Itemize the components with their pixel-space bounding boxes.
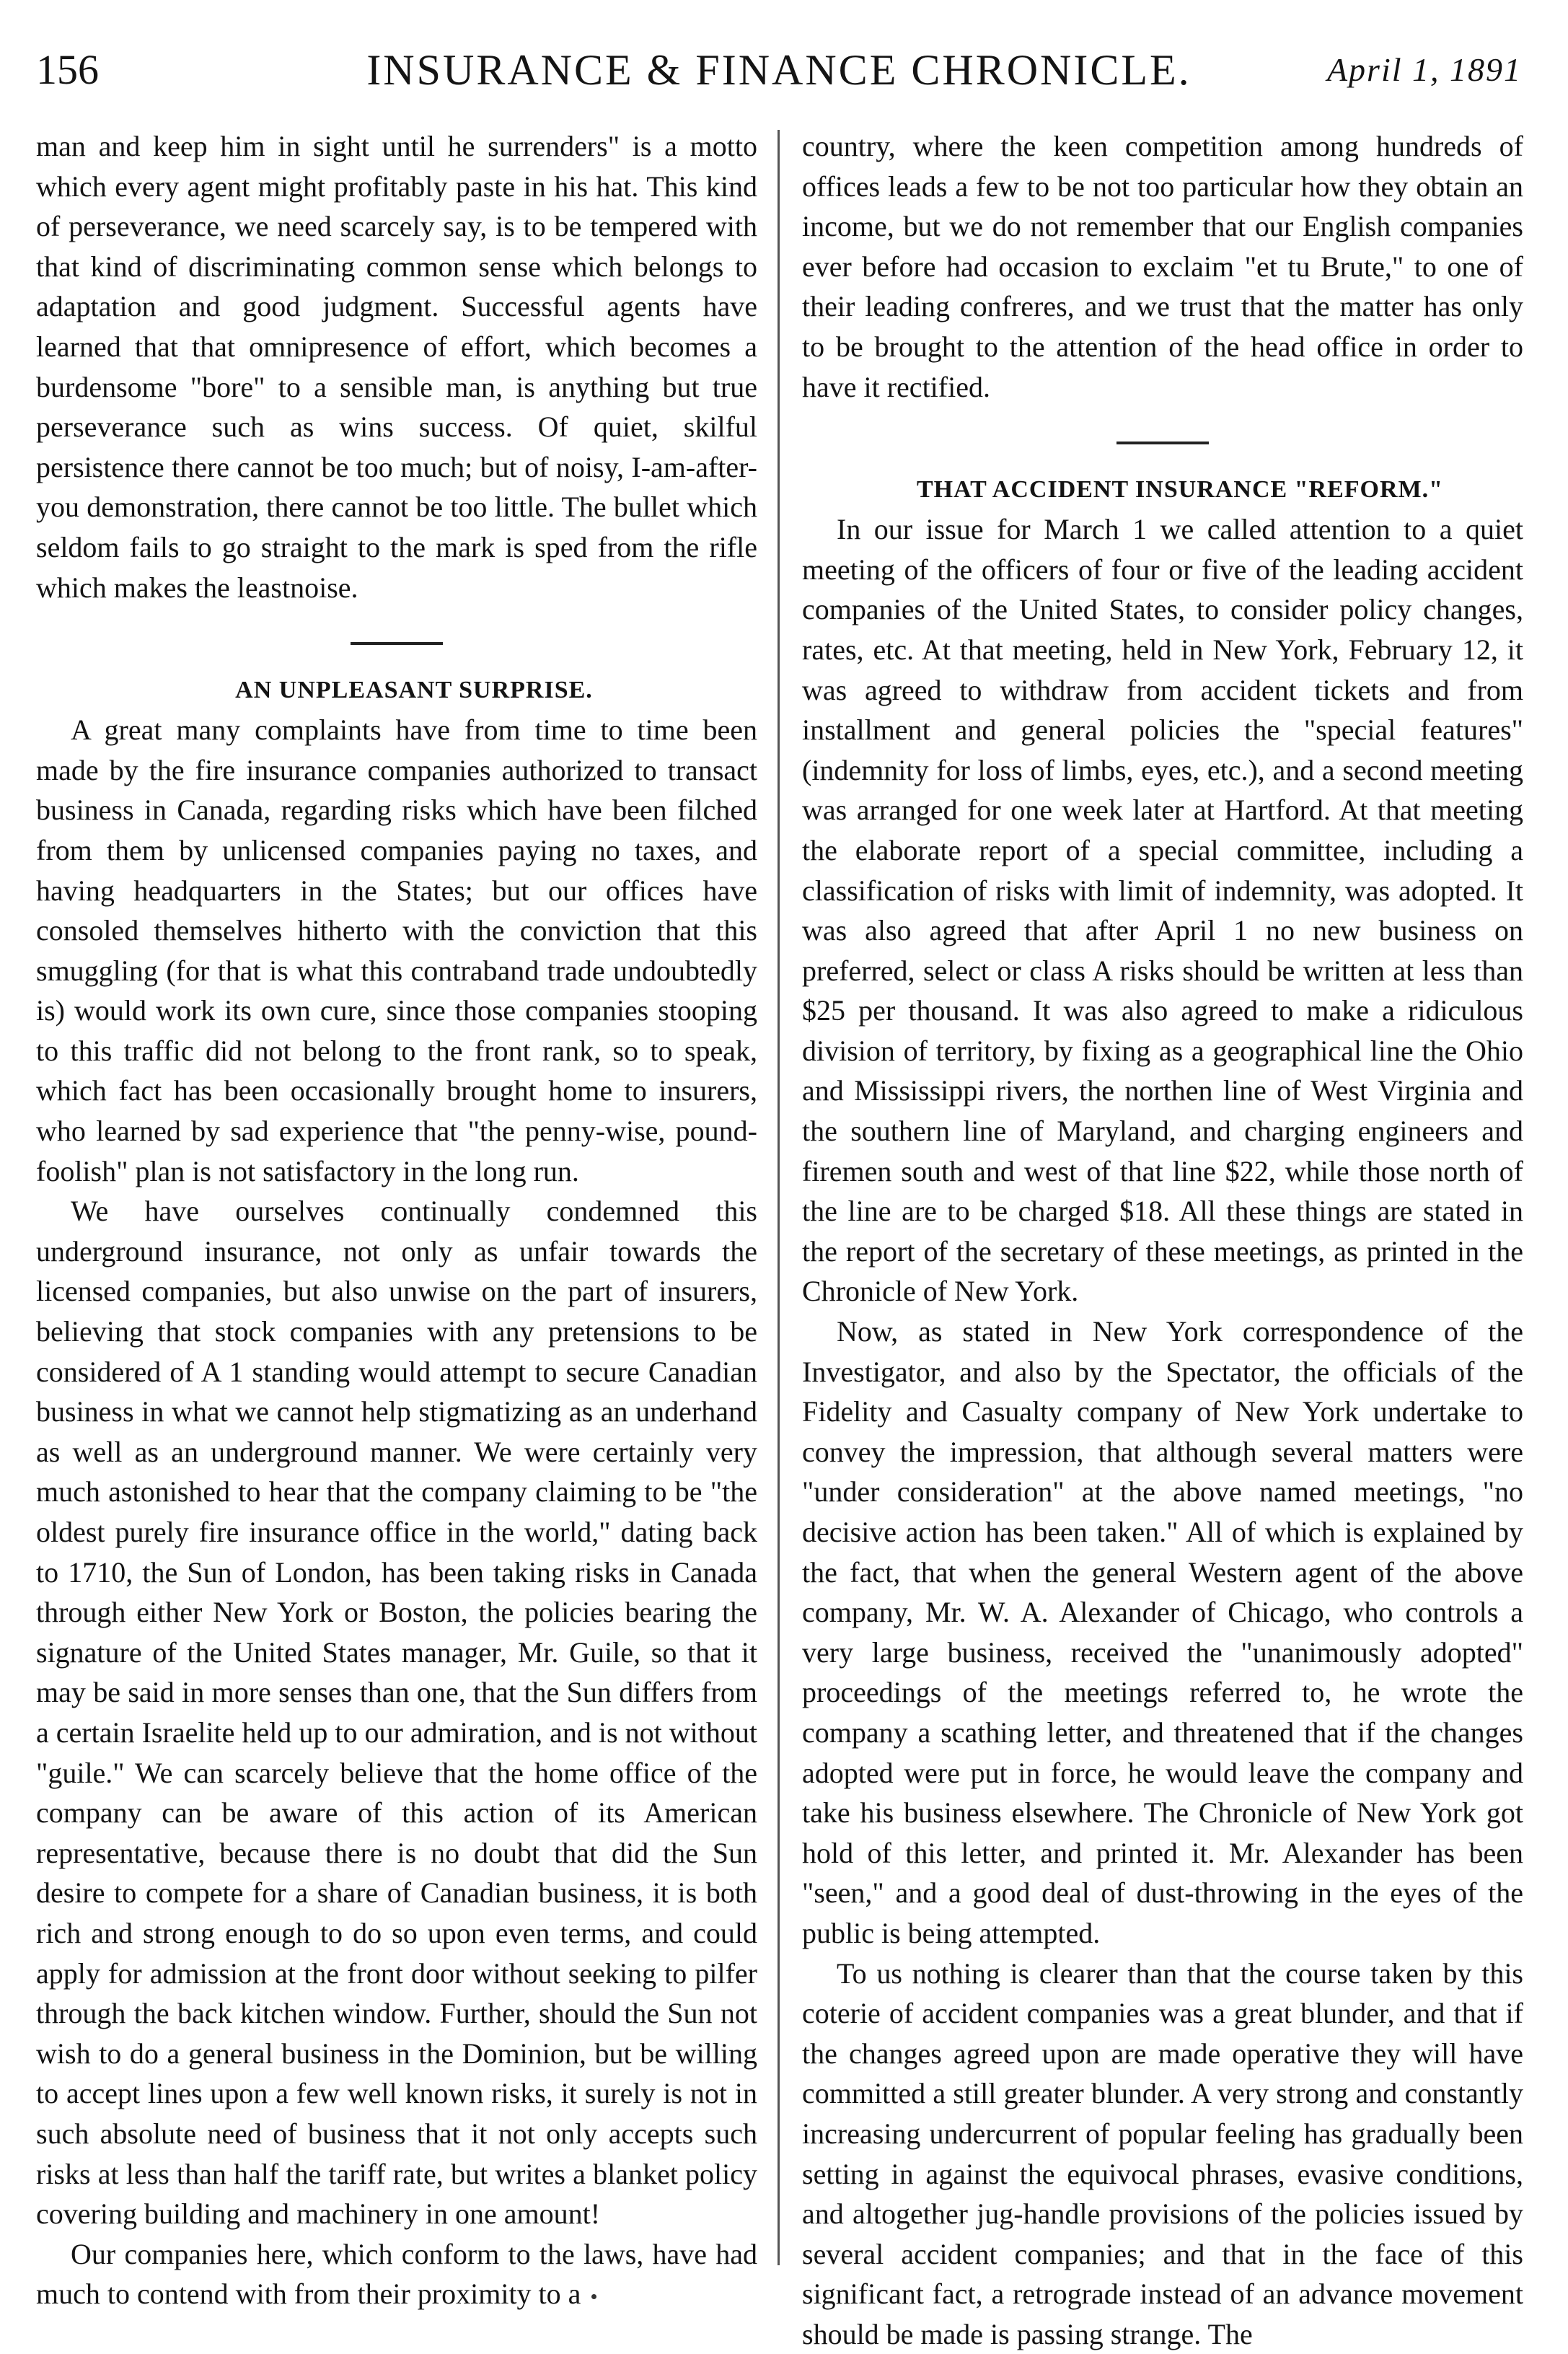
article-paragraph: To us nothing is clearer than that the course taken by this coterie of accident companies was a great blunder, and that if the changes agreed upon are made operative they will have committed a still greater blunder. A very strong and constantly increasing undercurrent of popular feeling has gradually been setting in against the equivocal phrases, evasive conditions, and altogether jug-handle provisions of the policies issued by several accident companies; and that in the face of this significant fact, a retrograde instead of an advance movement should be made is passing strange. The bbox=[802, 1956, 1523, 2350]
article-paragraph: In our issue for March 1 we called attention to a quiet meeting of the officers of four or five of the leading accident companies of the United States, to consider policy changes, rates, etc. At that meeting, held in New York, February 12, it was agreed to withdraw from accident tickets and from installment and general policies the "special features" (indemnity for loss of limbs, eyes, etc.), and a second meeting was arranged for one week later at Hartford. At that meeting the elaborate report of a special committee, including a classification of risks with limit of indemnity, was adopted. It was also agreed that after April 1 no new business on preferred, select or class A risks should be written at less than $25 per thousand. It was also agreed to make a ridiculous division of territory, by fixing as a geographical line the Ohio and Mississippi rivers, the northen line of West Virginia and the southern line of Maryland, and charging engineers and firemen south and west of that line $22, while those north of the line are to be charged $18. All these things are stated in the report of the secretary of these meetings, as printed in the Chronicle of New York. bbox=[802, 513, 1523, 1308]
article-heading: AN UNPLEASANT SURPRISE. bbox=[235, 677, 593, 704]
left-column bbox=[36, 126, 757, 2314]
article-paragraph: Our companies here, which conform to the laws, have had much to contend with from their proximity to a bbox=[36, 2237, 757, 2311]
right-column bbox=[802, 126, 1523, 2354]
print-mark bbox=[591, 2294, 596, 2299]
publication-title: INSURANCE & FINANCE CHRONICLE. bbox=[366, 46, 1192, 94]
column-divider bbox=[778, 130, 780, 2265]
article-paragraph: Now, as stated in New York correspondence of the Investigator, and also by the Spectator, the officials of the Fidelity and Casualty company of New York undertake to convey the impression, that although several matters were "under consideration" at the above named meetings, "no decisive action has been taken." All of which is explained by the fact, that when the general Western agent of the above company, Mr. W. A. Alexander of Chicago, who controls a very large business, received the "unanimously adopted" proceedings of the meetings referred to, he wrote the company a scathing letter, and threatened that if the changes adopted were put in force, he would leave the company and take his business elsewhere. The Chronicle of New York got hold of this letter, and printed it. Mr. Alexander has been "seen," and a good deal of dust-throwing in the eyes of the public is being attempted. bbox=[802, 1315, 1523, 1949]
section-divider bbox=[351, 642, 443, 645]
page-number: 156 bbox=[36, 46, 99, 93]
article-paragraph: We have ourselves continually condemned this underground insurance, not only as unfair towards the licensed companies, but also unwise on the part of insurers, believing that stock companies with any pretensions to be considered of A 1 standing would attempt to secure Canadian business in what we cannot help stigmatizing as an underhand as well as an underground manner. We were certainly very much astonished to hear that the company claiming to be "the oldest purely fire insurance office in the world," dating back to 1710, the Sun of London, has been taking risks in Canada through either New York or Boston, the policies bearing the signature of the United States manager, Mr. Guile, so that it may be said in more senses than one, that the Sun differs from a certain Israelite held up to our admiration, and is not without "guile." We can scarcely believe that the home office of the company can be aware of this action of its American representative, because there is no doubt that did the Sun desire to compete for a share of Canadian business, it is both rich and strong enough to do so upon even terms, and could apply for admission at the front door without seeking to pilfer through the back kitchen window. Further, should the Sun not wish to do a general business in the Dominion, but be willing to accept lines upon a few well known risks, it surely is not in such absolute need of business that it not only accepts such risks at less than half the tariff rate, but writes a blanket policy covering building and machinery in one amount! bbox=[36, 1195, 757, 2231]
article-paragraph: A great many complaints have from time to time been made by the fire insurance companies authorized to transact business in Canada, regarding risks which have been filched from them by unlicensed companies paying no taxes, and having headquarters in the States; but our offices have consoled themselves hitherto with the conviction that this smuggling (for that is what this contraband trade undoubtedly is) would work its own cure, since those companies stooping to this traffic did not belong to the front rank, so to speak, which fact has been occasionally brought home to insurers, who learned by sad experience that "the penny-wise, pound-foolish" plan is not satisfactory in the long run. bbox=[36, 713, 757, 1187]
continuation-text: country, where the keen competition among hundreds of offices leads a few to be not too particular how they obtain an income, but we do not remember that our English companies ever before had occasion to exclaim "et tu Brute," to one of their leading confreres, and we trust that the matter has only to be brought to the attention of the head office in order to have it rectified. bbox=[802, 130, 1523, 403]
issue-date: April 1, 1891 bbox=[1326, 51, 1522, 88]
article-heading: THAT ACCIDENT INSURANCE "REFORM." bbox=[916, 476, 1444, 504]
continuation-text: man and keep him in sight until he surrenders" is a motto which every agent might profitably paste in his hat. This kind of perseverance, we need scarcely say, is to be tempered with that kind of discriminating common sense which belongs to adaptation and good judgment. Successful agents have learned that that omnipresence of effort, which becomes a burdensome "bore" to a sensible man, is anything but true perseverance such as wins success. Of quiet, skilful persistence there cannot be too much; but of noisy, I-am-after-you demonstration, there cannot be too little. The bullet which seldom fails to go straight to the mark is sped from the rifle which makes the leastnoise. bbox=[36, 130, 757, 604]
section-divider bbox=[1116, 442, 1209, 444]
page-header bbox=[36, 30, 1522, 110]
